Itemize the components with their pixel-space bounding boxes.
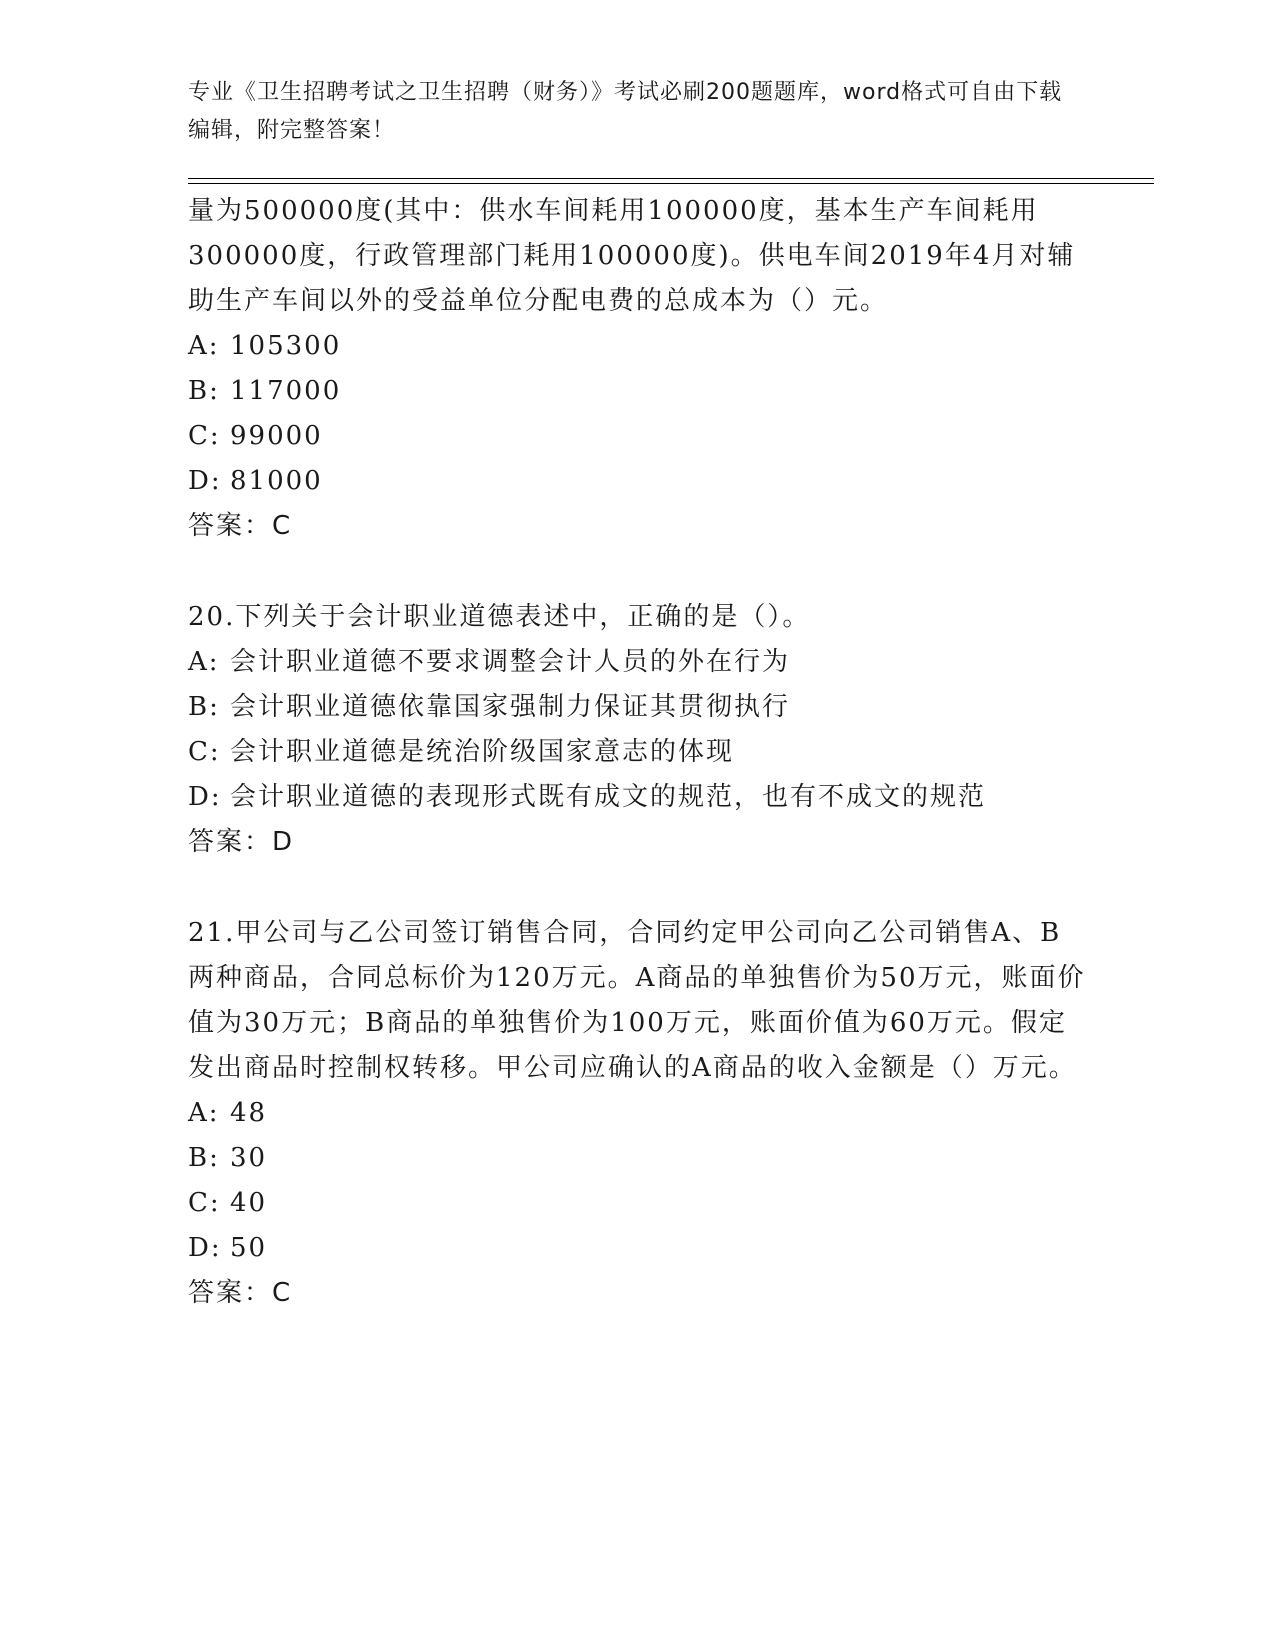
spacer bbox=[188, 865, 1088, 911]
option-text: 50 bbox=[230, 1233, 268, 1263]
document-header: 专业《卫生招聘考试之卫生招聘（财务）》考试必刷200题题库，word格式可自由下载编辑，附完整答案！ bbox=[188, 80, 1063, 143]
option-c bbox=[188, 1181, 1088, 1226]
question-block bbox=[188, 595, 1088, 865]
option-label: A: bbox=[188, 1098, 220, 1128]
question-stem: 21.甲公司与乙公司签订销售合同，合同约定甲公司向乙公司销售A、B两种商品，合同总标价为120万元。A商品的单独售价为50万元，账面价值为30万元；B商品的单独售价为100万元，账面价值为60万元。假定发出商品时控制权转移。甲公司应确认的A商品的收入金额是（）万元。 bbox=[188, 918, 1086, 1083]
option-text: 会计职业道德的表现形式既有成文的规范，也有不成文的规范 bbox=[230, 782, 987, 812]
option-c bbox=[188, 414, 1088, 459]
option-label: D: bbox=[188, 466, 222, 496]
question-block bbox=[188, 189, 1088, 549]
option-c bbox=[188, 730, 1088, 775]
option-text: 会计职业道德是统治阶级国家意志的体现 bbox=[230, 737, 735, 767]
option-a bbox=[188, 640, 1088, 685]
option-label: B: bbox=[188, 376, 220, 406]
option-d bbox=[188, 1226, 1088, 1271]
option-text: 会计职业道德依靠国家强制力保证其贯彻执行 bbox=[230, 692, 791, 722]
option-b bbox=[188, 369, 1088, 414]
option-a bbox=[188, 324, 1088, 369]
option-d bbox=[188, 459, 1088, 504]
answer-line: 答案：C bbox=[188, 511, 293, 541]
option-text: 117000 bbox=[230, 376, 342, 406]
option-label: C: bbox=[188, 421, 221, 451]
option-text: 40 bbox=[230, 1188, 268, 1218]
option-text: 105300 bbox=[230, 331, 342, 361]
option-text: 81000 bbox=[230, 466, 323, 496]
question-block bbox=[188, 911, 1088, 1316]
option-label: C: bbox=[188, 1188, 221, 1218]
option-b bbox=[188, 1136, 1088, 1181]
option-a bbox=[188, 1091, 1088, 1136]
option-label: D: bbox=[188, 782, 222, 812]
option-label: C: bbox=[188, 737, 221, 767]
question-list bbox=[188, 189, 1088, 1316]
option-label: B: bbox=[188, 1143, 220, 1173]
answer-line: 答案：D bbox=[188, 827, 295, 857]
option-label: A: bbox=[188, 331, 220, 361]
question-stem: 量为500000度(其中：供水车间耗用100000度，基本生产车间耗用300000度，行政管理部门耗用100000度)。供电车间2019年4月对辅助生产车间以外的受益单位分配电费的总成本为（）元。 bbox=[188, 196, 1076, 316]
option-d bbox=[188, 775, 1088, 820]
question-stem: 20.下列关于会计职业道德表述中，正确的是（）。 bbox=[188, 602, 811, 632]
option-label: A: bbox=[188, 647, 220, 677]
spacer bbox=[188, 549, 1088, 595]
option-text: 30 bbox=[230, 1143, 268, 1173]
option-text: 会计职业道德不要求调整会计人员的外在行为 bbox=[230, 647, 791, 677]
answer-line: 答案：C bbox=[188, 1278, 293, 1308]
header-rule-bottom bbox=[188, 183, 1154, 184]
header-rule-top bbox=[188, 178, 1154, 179]
option-label: D: bbox=[188, 1233, 222, 1263]
option-text: 48 bbox=[230, 1098, 268, 1128]
option-text: 99000 bbox=[230, 421, 323, 451]
option-b bbox=[188, 685, 1088, 730]
option-label: B: bbox=[188, 692, 220, 722]
